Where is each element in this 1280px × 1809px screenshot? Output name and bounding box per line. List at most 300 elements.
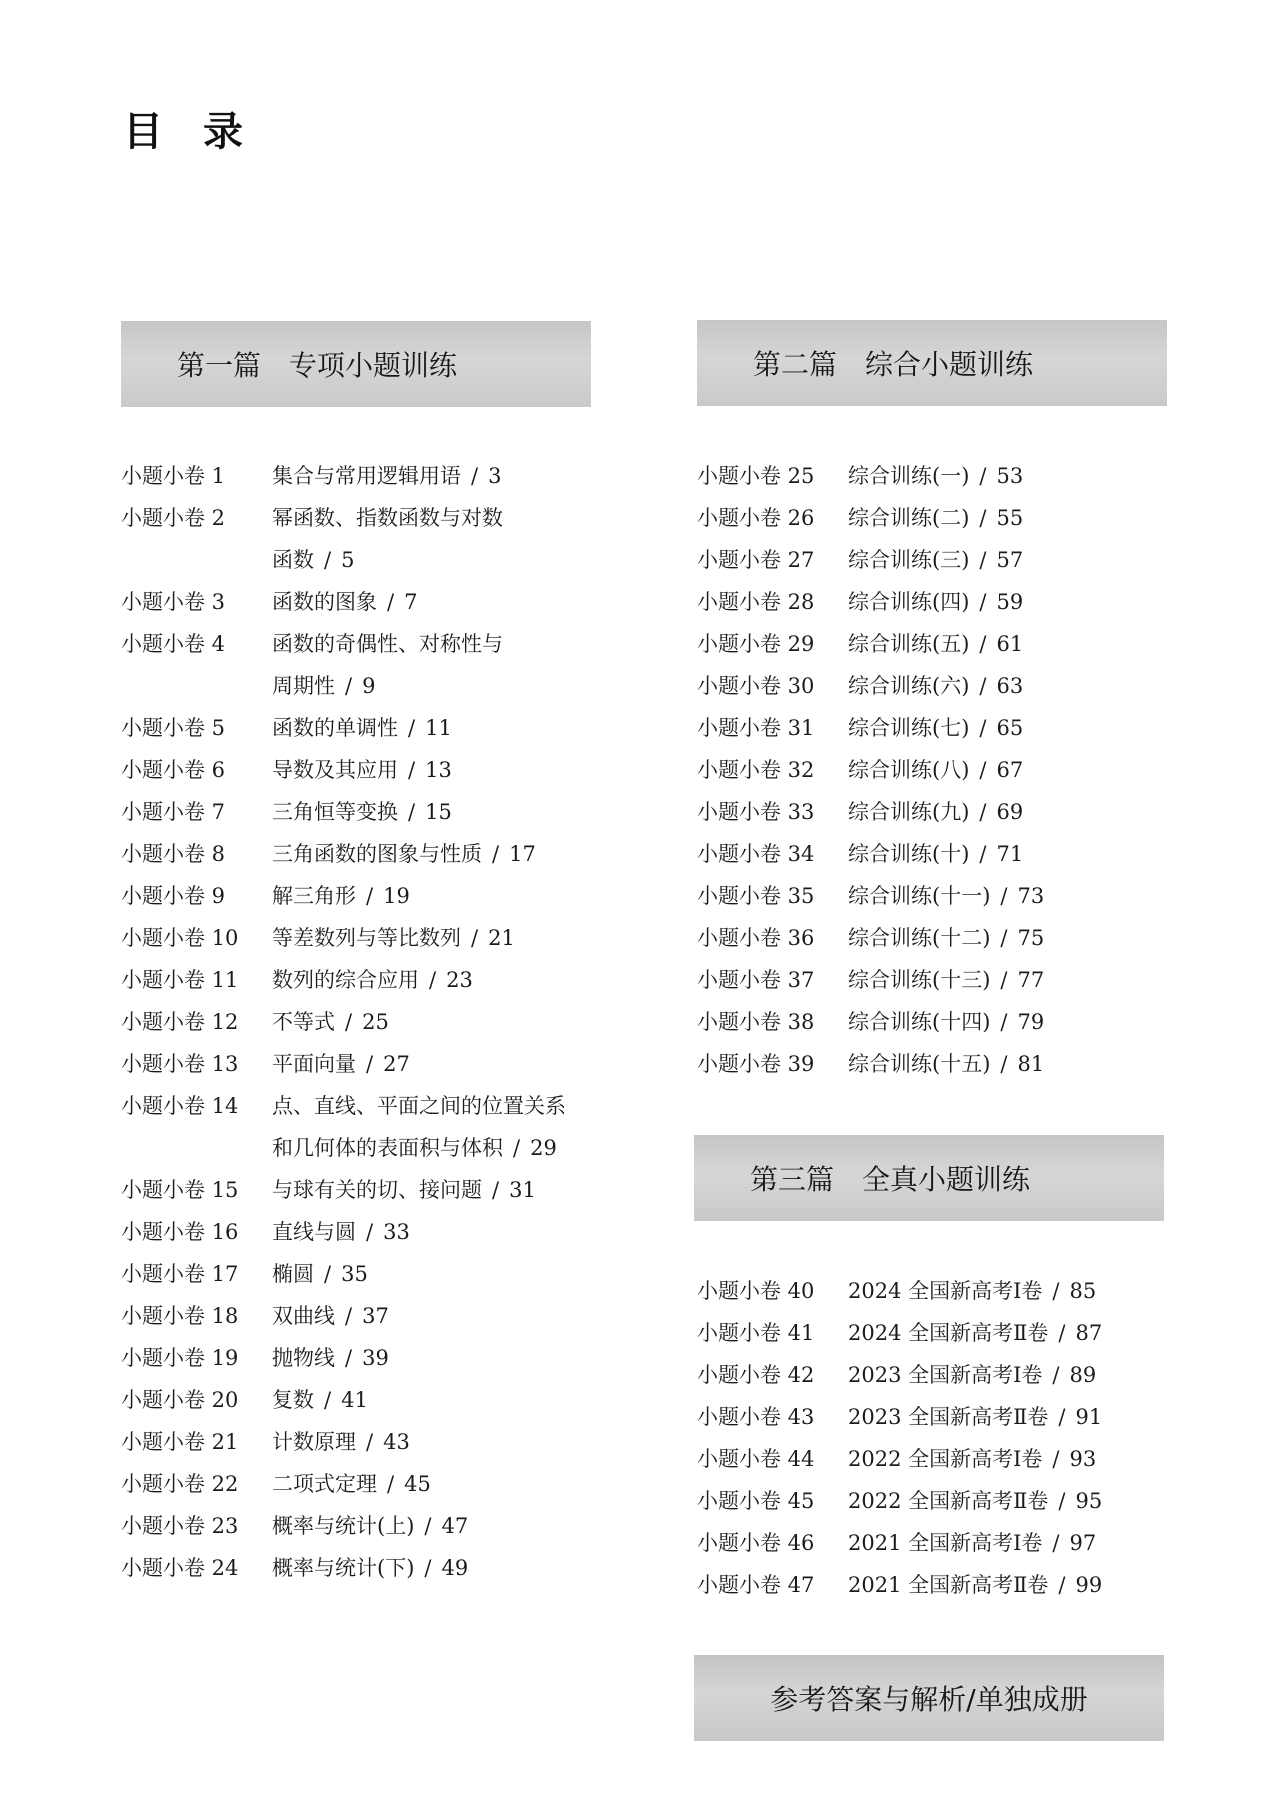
toc-entry[interactable] [697,581,1187,623]
page-number: 73 [1017,884,1045,908]
toc-entry[interactable] [697,707,1187,749]
toc-entry[interactable] [121,749,611,791]
toc-entry[interactable] [697,1354,1187,1396]
entry-number: 小题小卷 11 [121,968,239,992]
entry-body [272,875,611,917]
toc-entry[interactable] [121,707,611,749]
entry-line [848,707,1187,749]
section-banner-part3: 第三篇 全真小题训练 [694,1135,1164,1221]
toc-entry[interactable] [697,917,1187,959]
entry-number: 小题小卷 21 [121,1430,239,1454]
entry-number: 小题小卷 41 [697,1321,815,1345]
entry-body [272,1001,611,1043]
section-banner-part2: 第二篇 综合小题训练 [697,320,1167,406]
page-separator: / [1052,1363,1060,1387]
entry-title: 综合训练(九) [848,800,970,824]
entry-body [848,665,1187,707]
page-number: 15 [425,800,452,824]
page-number: 77 [1017,968,1045,992]
entry-line [272,749,611,791]
toc-entry[interactable] [121,875,611,917]
entry-line [272,1505,611,1547]
entry-line [272,1127,611,1169]
entry-title: 椭圆 [272,1262,314,1286]
page-separator: / [1058,1321,1066,1345]
entry-title: 周期性 [272,674,335,698]
entry-title: 综合训练(十二) [848,926,991,950]
entry-body [848,1043,1187,1085]
entry-number: 小题小卷 22 [121,1472,239,1496]
toc-entry[interactable] [121,581,611,623]
entry-number: 小题小卷 32 [697,758,815,782]
entry-title: 抛物线 [272,1346,335,1370]
entry-line [272,875,611,917]
entry-body [848,917,1187,959]
entry-body [848,959,1187,1001]
entry-number: 小题小卷 46 [697,1531,815,1555]
page-separator: / [324,1262,332,1286]
entry-title: 平面向量 [272,1052,356,1076]
entry-line [848,665,1187,707]
page-separator: / [387,590,395,614]
entry-line [272,1337,611,1379]
page-number: 53 [996,464,1024,488]
page-number: 43 [383,1430,410,1454]
toc-entry[interactable] [697,749,1187,791]
entry-title: 解三角形 [272,884,356,908]
page-separator: / [471,464,479,488]
toc-entry[interactable] [121,917,611,959]
toc-entry[interactable] [697,497,1187,539]
page-separator: / [513,1136,521,1160]
entry-title: 概率与统计(下) [272,1556,415,1580]
page-number: 65 [996,716,1024,740]
toc-entry[interactable] [121,1001,611,1043]
entry-line [272,1463,611,1505]
page-separator: / [979,758,987,782]
entry-body [272,1043,611,1085]
entry-line [848,1564,1187,1606]
page-number: 13 [425,758,452,782]
page-separator: / [424,1556,432,1580]
page-number: 39 [362,1346,389,1370]
entry-body [848,581,1187,623]
page-number: 67 [996,758,1024,782]
entry-body [272,959,611,1001]
answers-banner: 参考答案与解析/单独成册 [694,1655,1164,1741]
entry-title: 综合训练(二) [848,506,970,530]
entry-body [272,1295,611,1337]
entry-title: 2021 全国新高考Ⅱ卷 [848,1573,1049,1597]
entry-line [272,1211,611,1253]
entry-body [272,497,611,581]
page-separator: / [492,842,500,866]
entry-title: 综合训练(六) [848,674,970,698]
entry-number: 小题小卷 3 [121,590,226,614]
page-separator: / [345,1010,353,1034]
entry-line [272,959,611,1001]
page-number: 33 [383,1220,410,1244]
entry-body [848,497,1187,539]
entry-number: 小题小卷 18 [121,1304,239,1328]
entry-number: 小题小卷 13 [121,1052,239,1076]
toc-entry[interactable] [121,1421,611,1463]
entry-title: 双曲线 [272,1304,335,1328]
entry-title: 函数 [272,548,314,572]
entry-body [272,749,611,791]
entry-line [848,1396,1187,1438]
entry-body [848,1480,1187,1522]
entry-title: 2023 全国新高考Ⅱ卷 [848,1405,1049,1429]
page-separator: / [345,1346,353,1370]
entry-number: 小题小卷 8 [121,842,226,866]
entry-number: 小题小卷 47 [697,1573,815,1597]
toc-entry[interactable] [121,791,611,833]
entry-body [272,791,611,833]
entry-line [848,1438,1187,1480]
entry-title: 复数 [272,1388,314,1412]
page-separator: / [345,674,353,698]
entry-number: 小题小卷 24 [121,1556,239,1580]
toc-entry[interactable] [697,959,1187,1001]
entry-body [848,1354,1187,1396]
entry-number: 小题小卷 40 [697,1279,815,1303]
entry-number: 小题小卷 29 [697,632,815,656]
entry-line [272,1001,611,1043]
page-number: 47 [441,1514,469,1538]
page-separator: / [979,674,987,698]
page-number: 37 [362,1304,389,1328]
toc-entry[interactable] [121,1295,611,1337]
entry-line [272,707,611,749]
entry-body [272,833,611,875]
entry-number: 小题小卷 26 [697,506,815,530]
page-number: 17 [509,842,536,866]
toc-entry[interactable] [121,833,611,875]
entry-title: 点、直线、平面之间的位置关系 [272,1094,566,1118]
entry-title: 计数原理 [272,1430,356,1454]
entry-title: 三角恒等变换 [272,800,398,824]
entry-number: 小题小卷 19 [121,1346,239,1370]
toc-entry[interactable] [121,959,611,1001]
page-separator: / [424,1514,432,1538]
entry-title: 综合训练(四) [848,590,970,614]
entry-body [272,1379,611,1421]
entry-number: 小题小卷 43 [697,1405,815,1429]
entry-title: 2021 全国新高考Ⅰ卷 [848,1531,1043,1555]
toc-entry[interactable] [697,539,1187,581]
page-separator: / [979,800,987,824]
entry-title: 综合训练(八) [848,758,970,782]
toc-entry[interactable] [121,1169,611,1211]
page-number: 97 [1069,1531,1097,1555]
entry-line [272,497,611,539]
toc-entry[interactable] [697,1396,1187,1438]
toc-entry[interactable] [121,1379,611,1421]
entry-number: 小题小卷 28 [697,590,815,614]
page-number: 91 [1075,1405,1103,1429]
entry-body [272,1547,611,1589]
entry-line [272,1043,611,1085]
entry-line [848,1522,1187,1564]
toc-entry[interactable] [697,1564,1187,1606]
entry-title: 二项式定理 [272,1472,377,1496]
page-separator: / [408,758,416,782]
page-separator: / [1000,884,1008,908]
toc-entry[interactable] [697,1438,1187,1480]
page-number: 69 [996,800,1024,824]
entry-number: 小题小卷 44 [697,1447,815,1471]
entry-line [272,1085,611,1127]
page-separator: / [1052,1447,1060,1471]
page-separator: / [366,884,374,908]
page-title: 目 录 [123,109,243,155]
entry-body [272,707,611,749]
entry-title: 导数及其应用 [272,758,398,782]
entry-title: 直线与圆 [272,1220,356,1244]
page-separator: / [492,1178,500,1202]
entry-body [272,1211,611,1253]
entry-number: 小题小卷 5 [121,716,226,740]
page-separator: / [1000,1052,1008,1076]
entry-number: 小题小卷 30 [697,674,815,698]
entry-line [848,833,1187,875]
toc-list-part1 [121,455,611,1589]
entry-line [272,1421,611,1463]
page-number: 27 [383,1052,410,1076]
toc-entry[interactable] [121,1253,611,1295]
page-separator: / [324,548,332,572]
entry-line [848,791,1187,833]
entry-title: 综合训练(十五) [848,1052,991,1076]
toc-entry[interactable] [697,665,1187,707]
page-separator: / [979,590,987,614]
page-number: 87 [1075,1321,1103,1345]
toc-entry[interactable] [121,1547,611,1589]
page-number: 29 [530,1136,557,1160]
page-separator: / [387,1472,395,1496]
toc-entry[interactable] [121,1337,611,1379]
page-number: 49 [441,1556,469,1580]
entry-number: 小题小卷 34 [697,842,815,866]
page-separator: / [979,632,987,656]
toc-entry[interactable] [697,1480,1187,1522]
entry-title: 概率与统计(上) [272,1514,415,1538]
toc-entry[interactable] [697,623,1187,665]
toc-entry[interactable] [121,623,611,707]
entry-title: 综合训练(三) [848,548,970,572]
entry-line [272,581,611,623]
entry-line [272,455,611,497]
entry-number: 小题小卷 42 [697,1363,815,1387]
section-banner-part1: 第一篇 专项小题训练 [121,321,591,407]
page-number: 75 [1017,926,1045,950]
entry-body [272,1253,611,1295]
entry-body [848,791,1187,833]
entry-body [848,875,1187,917]
entry-body [848,1312,1187,1354]
entry-title: 综合训练(十) [848,842,970,866]
entry-body [272,623,611,707]
entry-body [848,455,1187,497]
entry-title: 等差数列与等比数列 [272,926,461,950]
entry-title: 2022 全国新高考Ⅰ卷 [848,1447,1043,1471]
entry-number: 小题小卷 17 [121,1262,239,1286]
toc-entry[interactable] [121,1085,611,1169]
toc-entry[interactable] [121,1463,611,1505]
page-separator: / [408,716,416,740]
page-number: 19 [383,884,410,908]
entry-title: 数列的综合应用 [272,968,419,992]
entry-line [848,1480,1187,1522]
entry-title: 综合训练(十四) [848,1010,991,1034]
page-number: 71 [996,842,1024,866]
entry-number: 小题小卷 35 [697,884,815,908]
page-number: 23 [446,968,473,992]
page-number: 31 [509,1178,536,1202]
entry-line [848,875,1187,917]
entry-number: 小题小卷 45 [697,1489,815,1513]
page-number: 3 [488,464,502,488]
toc-entry[interactable] [697,833,1187,875]
page-separator: / [979,716,987,740]
page-number: 99 [1075,1573,1103,1597]
page-number: 95 [1075,1489,1103,1513]
entry-line [848,455,1187,497]
toc-entry[interactable] [697,1270,1187,1312]
page-separator: / [1058,1405,1066,1429]
entry-body [848,1564,1187,1606]
page-separator: / [979,464,987,488]
page-number: 11 [425,716,452,740]
entry-line [272,917,611,959]
entry-line [848,539,1187,581]
entry-title: 幂函数、指数函数与对数 [272,506,503,530]
entry-body [272,455,611,497]
entry-body [848,1001,1187,1043]
page-separator: / [429,968,437,992]
page-separator: / [324,1388,332,1412]
page-separator: / [1058,1573,1066,1597]
page-separator: / [471,926,479,950]
entry-line [848,1270,1187,1312]
page-number: 55 [996,506,1024,530]
toc-entry[interactable] [121,1211,611,1253]
toc-list-part2 [697,455,1187,1085]
entry-number: 小题小卷 1 [121,464,226,488]
toc-entry[interactable] [697,1001,1187,1043]
toc-entry[interactable] [121,1043,611,1085]
toc-entry[interactable] [697,455,1187,497]
page-separator: / [408,800,416,824]
entry-title: 不等式 [272,1010,335,1034]
page-number: 93 [1069,1447,1097,1471]
page-number: 9 [362,674,376,698]
entry-number: 小题小卷 39 [697,1052,815,1076]
entry-line [848,581,1187,623]
page-number: 79 [1017,1010,1045,1034]
page-separator: / [1058,1489,1066,1513]
toc-entry[interactable] [697,875,1187,917]
entry-line [848,749,1187,791]
entry-line [272,539,611,581]
entry-body [848,833,1187,875]
toc-entry[interactable] [121,455,611,497]
page-number: 63 [996,674,1024,698]
entry-title: 综合训练(五) [848,632,970,656]
entry-title: 综合训练(十一) [848,884,991,908]
entry-number: 小题小卷 10 [121,926,239,950]
page-separator: / [1000,926,1008,950]
entry-line [848,1312,1187,1354]
entry-title: 2024 全国新高考Ⅰ卷 [848,1279,1043,1303]
page-separator: / [1052,1531,1060,1555]
entry-title: 集合与常用逻辑用语 [272,464,461,488]
toc-entry[interactable] [697,1522,1187,1564]
entry-title: 函数的奇偶性、对称性与 [272,632,503,656]
page-number: 35 [341,1262,368,1286]
entry-number: 小题小卷 38 [697,1010,815,1034]
entry-number: 小题小卷 7 [121,800,226,824]
entry-number: 小题小卷 6 [121,758,226,782]
page-number: 81 [1017,1052,1045,1076]
entry-title: 2022 全国新高考Ⅱ卷 [848,1489,1049,1513]
entry-body [848,1438,1187,1480]
entry-title: 和几何体的表面积与体积 [272,1136,503,1160]
entry-line [848,917,1187,959]
entry-line [272,665,611,707]
entry-title: 综合训练(七) [848,716,970,740]
entry-line [272,1547,611,1589]
entry-title: 2024 全国新高考Ⅱ卷 [848,1321,1049,1345]
entry-line [848,1354,1187,1396]
entry-line [848,1001,1187,1043]
entry-line [272,1379,611,1421]
entry-title: 函数的图象 [272,590,377,614]
entry-body [848,1522,1187,1564]
page-separator: / [1000,968,1008,992]
page-separator: / [1000,1010,1008,1034]
page-separator: / [366,1220,374,1244]
toc-entry[interactable] [121,497,611,581]
entry-number: 小题小卷 31 [697,716,815,740]
entry-title: 三角函数的图象与性质 [272,842,482,866]
page-separator: / [979,506,987,530]
entry-body [272,1505,611,1547]
entry-number: 小题小卷 36 [697,926,815,950]
page-number: 41 [341,1388,368,1412]
page-separator: / [979,548,987,572]
page-separator: / [366,1430,374,1454]
entry-body [272,1463,611,1505]
toc-entry[interactable] [697,791,1187,833]
page-number: 85 [1069,1279,1097,1303]
toc-entry[interactable] [697,1043,1187,1085]
page-separator: / [366,1052,374,1076]
entry-line [272,623,611,665]
entry-line [272,1253,611,1295]
page-number: 25 [362,1010,389,1034]
entry-line [272,833,611,875]
toc-entry[interactable] [697,1312,1187,1354]
entry-body [848,749,1187,791]
entry-number: 小题小卷 20 [121,1388,239,1412]
toc-entry[interactable] [121,1505,611,1547]
entry-line [848,497,1187,539]
entry-line [848,623,1187,665]
page-number: 45 [404,1472,431,1496]
entry-number: 小题小卷 25 [697,464,815,488]
